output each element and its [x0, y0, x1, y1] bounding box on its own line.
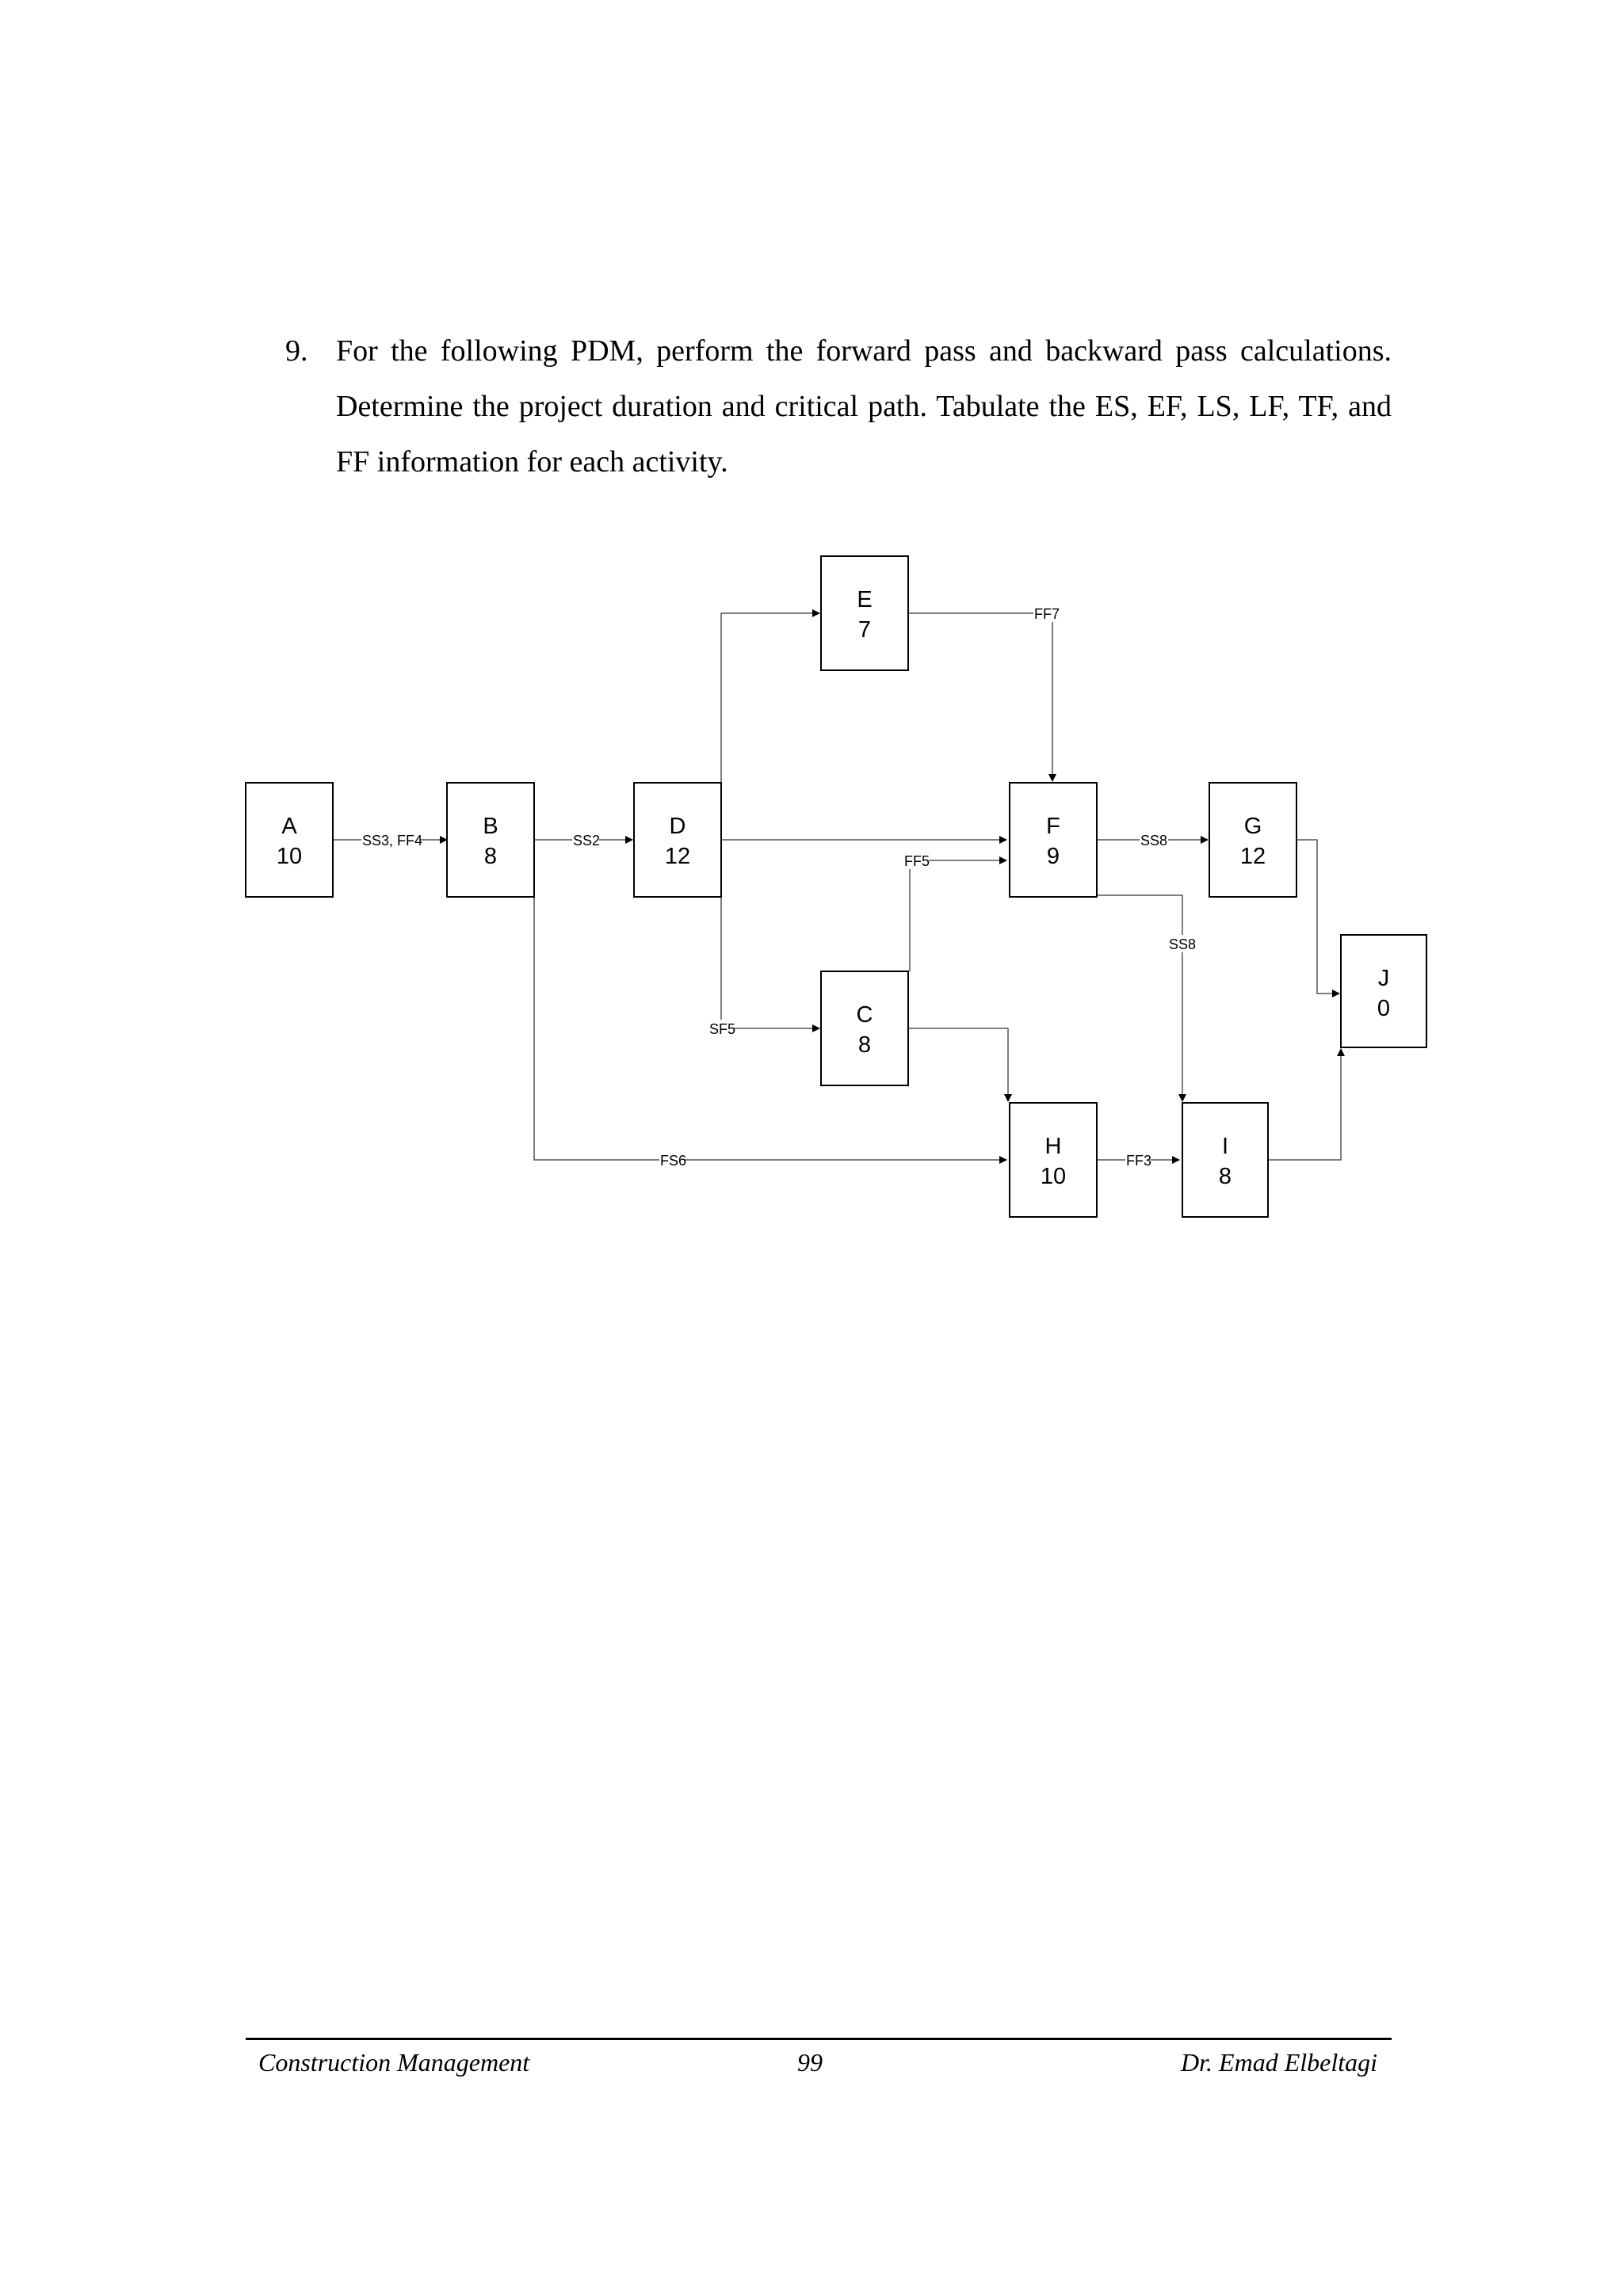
- node-b-duration: 8: [483, 844, 498, 869]
- node-b: [447, 783, 534, 897]
- node-d-id: D: [669, 814, 686, 839]
- node-i-duration: 8: [1218, 1164, 1232, 1189]
- activity-nodes: [246, 556, 1426, 1217]
- footer-divider: [246, 2038, 1392, 2040]
- node-e: [821, 556, 908, 670]
- node-g: [1209, 783, 1296, 897]
- node-a-duration: 10: [276, 844, 303, 869]
- edge-c-f: [910, 860, 1006, 971]
- node-i-id: I: [1221, 1134, 1229, 1159]
- edge-label-c-f: FF5: [904, 853, 930, 869]
- node-j: [1341, 935, 1426, 1047]
- node-j-id: J: [1377, 966, 1390, 991]
- node-f: [1010, 783, 1097, 897]
- footer-course-title: Construction Management: [258, 2048, 530, 2077]
- edge-label-d-c: SF5: [709, 1021, 736, 1037]
- edge-label-b-d: SS2: [573, 833, 601, 849]
- edge-label-f-i: SS8: [1169, 936, 1197, 952]
- node-h-id: H: [1044, 1134, 1062, 1159]
- node-b-id: B: [483, 814, 498, 839]
- edge-label-e-f: FF7: [1034, 606, 1060, 622]
- node-f-duration: 9: [1046, 844, 1060, 869]
- edge-label-a-b: SS3, FF4: [362, 833, 423, 849]
- node-d-duration: 12: [664, 844, 691, 869]
- question-text: For the following PDM, perform the forward pass and backward pass calculations. Determine the project duration and critical path. Tabulate the ES, EF, LS, LF, TF, and FF information for each activity.: [336, 334, 1392, 479]
- edge-d-c: [721, 897, 819, 1028]
- node-i: [1182, 1103, 1268, 1217]
- node-c: [821, 971, 908, 1085]
- node-g-id: G: [1243, 814, 1262, 839]
- node-h: [1010, 1103, 1097, 1217]
- edge-label-b-h: FS6: [660, 1153, 687, 1169]
- node-a: [246, 783, 333, 897]
- edge-i-j: [1268, 1049, 1341, 1160]
- node-a-id: A: [281, 814, 297, 839]
- node-j-duration: 0: [1377, 996, 1391, 1021]
- edge-c-h: [908, 1028, 1008, 1101]
- node-c-id: C: [856, 1002, 873, 1028]
- edge-label-f-g: SS8: [1140, 833, 1168, 849]
- node-e-id: E: [857, 587, 873, 612]
- edge-f-i: [1097, 895, 1182, 1101]
- node-g-duration: 12: [1239, 844, 1266, 869]
- question-number: 9.: [285, 334, 308, 368]
- edge-g-j: [1296, 840, 1339, 994]
- edge-e-f: [908, 613, 1052, 781]
- node-c-duration: 8: [857, 1032, 872, 1058]
- node-h-duration: 10: [1040, 1164, 1067, 1189]
- node-d: [634, 783, 721, 897]
- edge-label-h-i: FF3: [1126, 1153, 1152, 1169]
- footer-author: Dr. Emad Elbeltagi: [1181, 2048, 1377, 2077]
- node-e-duration: 7: [857, 617, 872, 643]
- edge-d-e: [721, 613, 819, 783]
- footer-page-number: 99: [797, 2048, 823, 2077]
- node-f-id: F: [1046, 814, 1060, 839]
